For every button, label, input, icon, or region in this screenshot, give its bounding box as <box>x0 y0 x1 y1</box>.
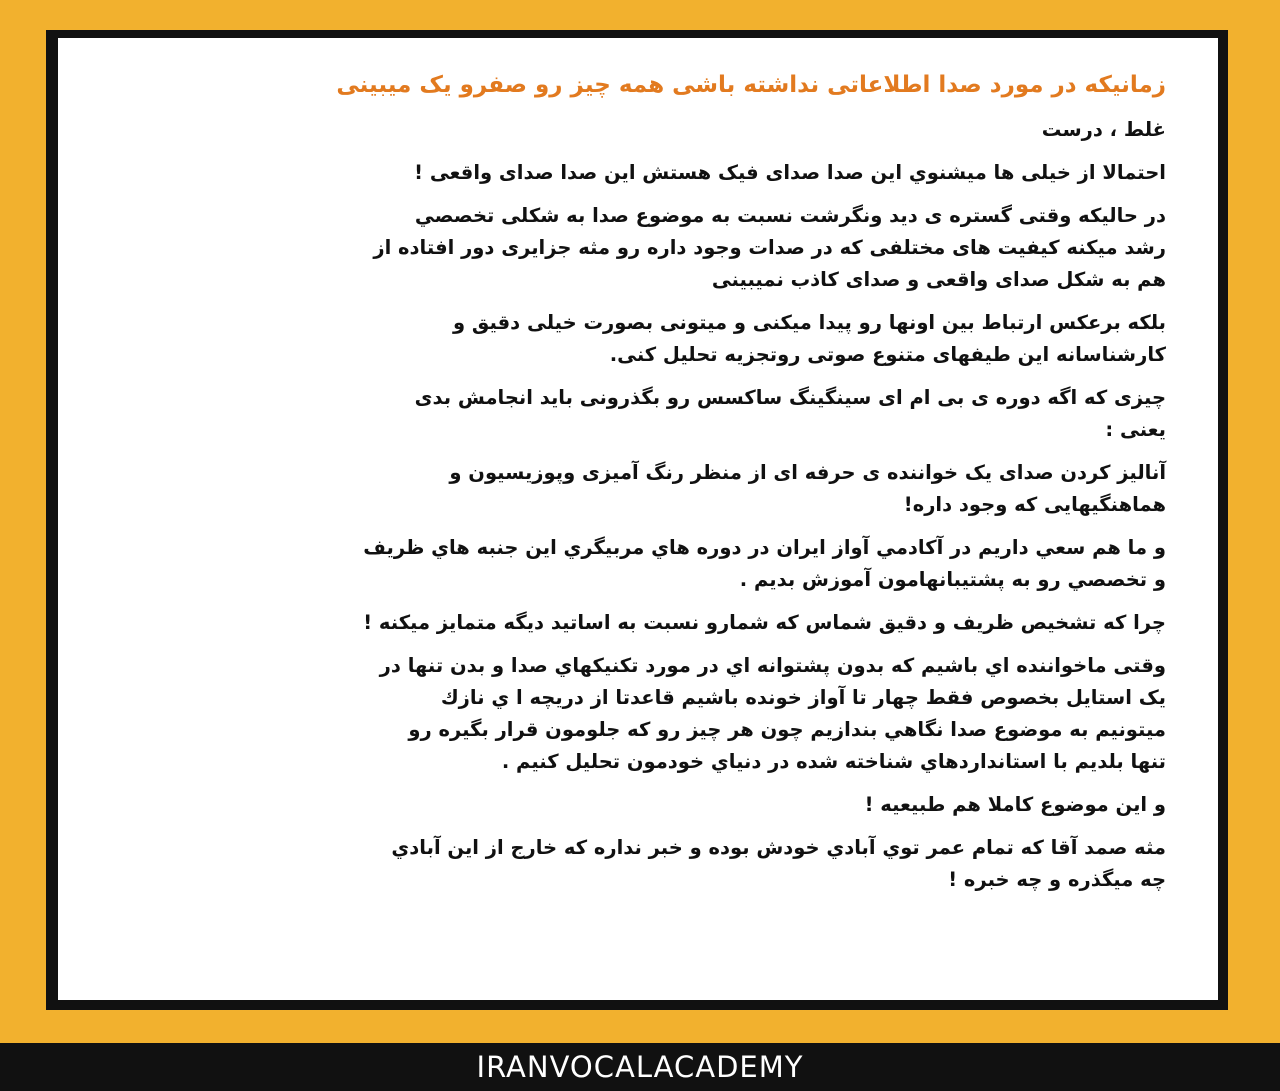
paragraph-line: در حالیکه وقتی گستره ی دید ونگرشت نسبت به موضوع صدا به شکلی تخصصي <box>414 204 1166 227</box>
paragraph-line: مثه صمد آقا که تمام عمر توي آبادي خودش بوده و خبر نداره که خارج از این آبادي <box>391 836 1166 859</box>
paragraph-line: و این موضوع کاملا هم طبیعیه ! <box>864 793 1166 816</box>
paragraph-line: رشد میکنه کیفیت های مختلفی که در صدات وجود داره رو مثه جزایری دور افتاده از <box>373 236 1166 259</box>
paragraph-line: احتمالا از خیلی ها میشنوي این صدا صدای فیک هستش این صدا صدای واقعی ! <box>414 161 1166 184</box>
paragraph-line: آنالیز کردن صدای یک خواننده ی حرفه ای از منظر رنگ آمیزی وپوزیسیون و <box>449 461 1166 484</box>
paragraph-line: غلط ، درست <box>1041 118 1166 141</box>
paragraph-10 <box>108 789 1166 821</box>
paragraph-line: کارشناسانه این طیفهای متنوع صوتی روتجزیه تحلیل کنی. <box>609 343 1166 366</box>
paragraph-6 <box>108 457 1166 521</box>
paragraph-9 <box>108 650 1166 778</box>
paragraph-line: و ما هم سعي داریم در آکادمي آواز ایران در دوره هاي مربیگري این جنبه هاي ظریف <box>363 536 1166 559</box>
paragraph-line: چیزی که اگه دوره ی بی ام ای سینگینگ ساکسس رو بگذرونی باید انجامش بدی <box>414 386 1166 409</box>
paragraph-line: و تخصصي رو به پشتیبانهامون آموزش بدیم . <box>739 568 1166 591</box>
paragraph-line: بلکه برعکس ارتباط بین اونها رو پیدا میکنی و میتونی بصورت خیلی دقیق و <box>452 311 1166 334</box>
paragraph-3 <box>108 200 1166 296</box>
paragraph-line: تنها بلدیم با استانداردهاي شناخته شده در دنیاي خودمون تحلیل کنیم . <box>501 750 1166 773</box>
paragraph-line: میتونیم به موضوع صدا نگاهي بندازیم چون هر چیز رو که جلومون قرار بگیره رو <box>408 718 1166 741</box>
paragraph-7 <box>108 532 1166 596</box>
paragraph-line: هماهنگیهایی که وجود داره! <box>903 493 1166 516</box>
paragraph-line: چه میگذره و چه خبره ! <box>948 868 1166 891</box>
text-card <box>58 38 1218 1000</box>
paragraph-line: وقتی ماخواننده اي باشیم که بدون پشتوانه اي در مورد تکنیکهاي صدا و بدن تنها در <box>379 654 1166 677</box>
paragraph-1 <box>108 114 1166 146</box>
paragraph-line: یک استایل بخصوص فقط چهار تا آواز خونده باشیم قاعدتا از دریچه ا ي نازك <box>440 686 1166 709</box>
paragraph-5 <box>108 382 1166 446</box>
paragraph-2 <box>108 157 1166 189</box>
paragraph-line: چرا که تشخیص ظریف و دقیق شماس که شمارو نسبت به اساتید دیگه متمایز میکنه ! <box>363 611 1166 634</box>
paragraph-line: یعنی : <box>1105 418 1166 441</box>
paragraph-11 <box>108 832 1166 896</box>
footer-brand: IRANVOCALACADEMY <box>0 1043 1280 1091</box>
paragraph-line: هم به شکل صدای واقعی و صدای کاذب نمیبینی <box>711 268 1166 291</box>
paragraph-8 <box>108 607 1166 639</box>
headline: زمانیکه در مورد صدا اطلاعاتی نداشته باشی همه چیز رو صفرو یک میبینی <box>336 72 1166 98</box>
paragraph-4 <box>108 307 1166 371</box>
